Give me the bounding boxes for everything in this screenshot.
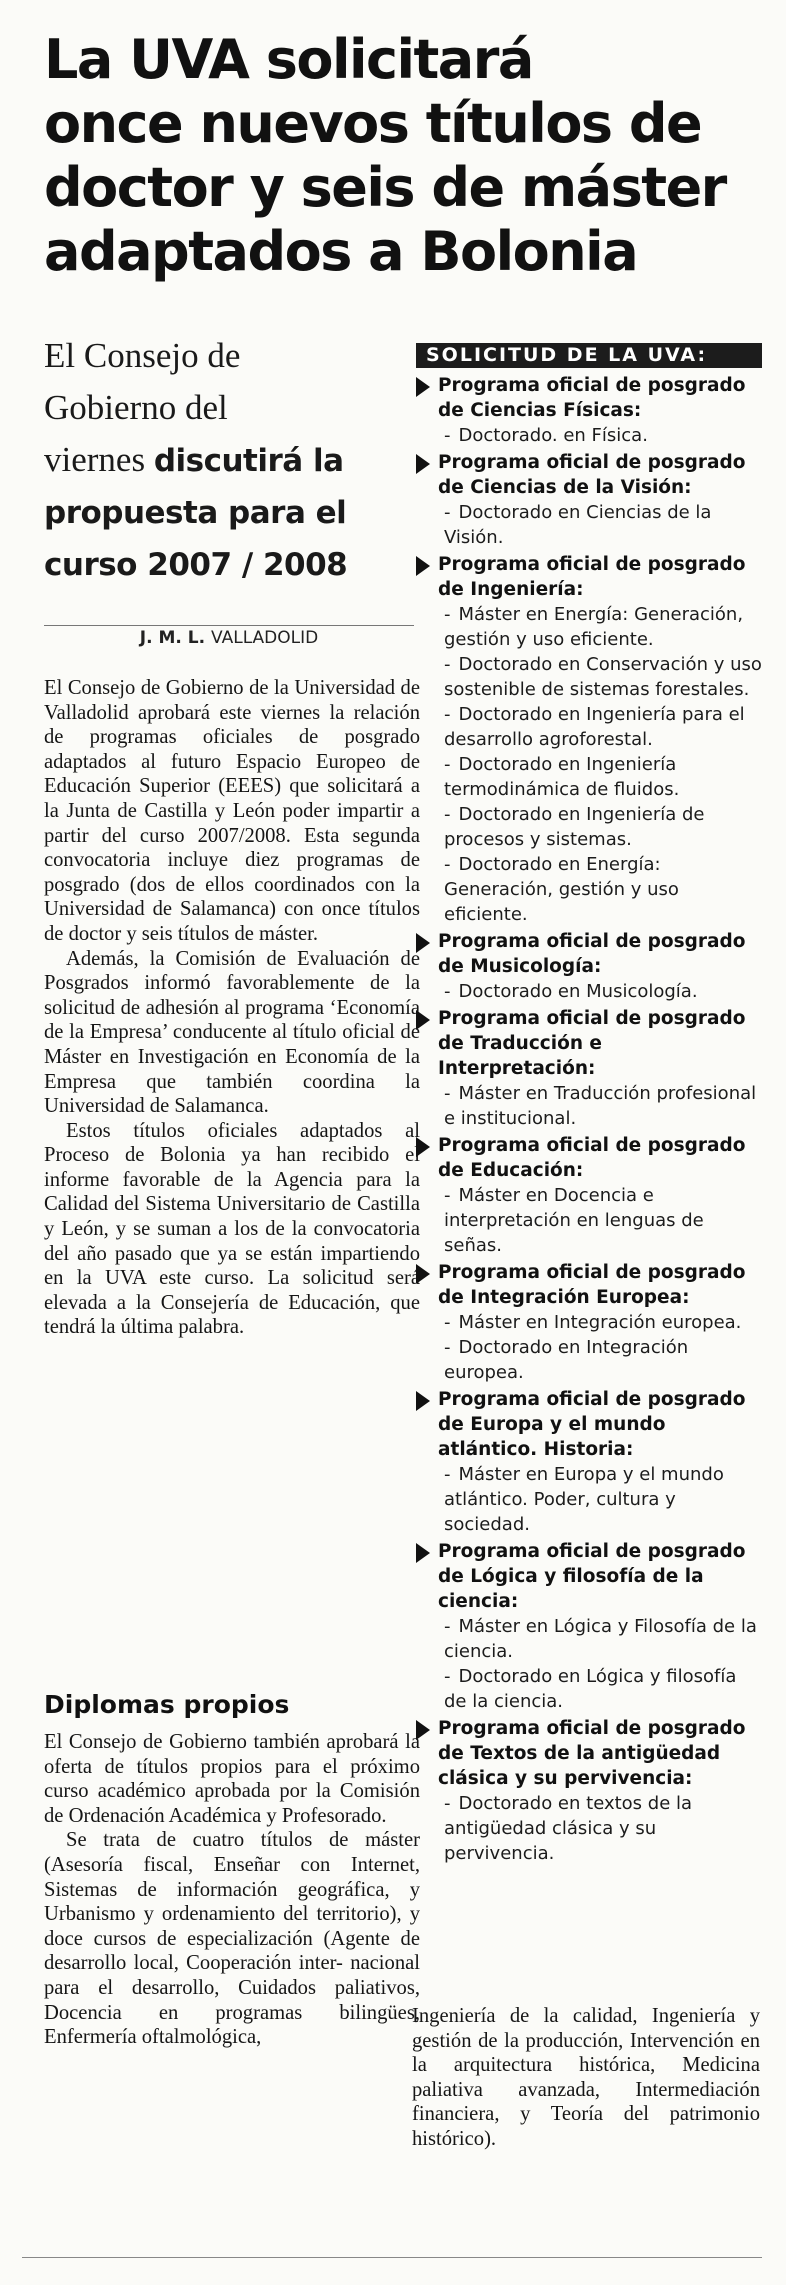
triangle-bullet-icon [416, 1137, 430, 1157]
program-degree-text: Doctorado en Integración europea. [444, 1337, 689, 1383]
program-degree-text: Doctorado en Musicología. [458, 981, 698, 1002]
paragraph: Además, la Comisión de Evaluación de Posgrados informó favorablemente de la solicitud de adhesión al programa ‘Economía de la Empresa’ conducente al título oficial de Máster en Investigación en Economía de la Empresa que también coordina la Universidad de Salamanca. [44, 947, 420, 1118]
subhead-bold-text: discutirá la [153, 443, 344, 479]
dash-bullet-icon: - [444, 854, 451, 875]
sidebar-program-item [416, 929, 762, 1004]
headline-line: doctor y seis de máster [44, 156, 726, 219]
program-degree-text: Doctorado en Energía: Generación, gestión y uso eficiente. [444, 854, 679, 925]
triangle-bullet-icon [416, 454, 430, 474]
program-title: Programa oficial de posgrado de Europa y el mundo atlántico. Historia: [438, 1389, 746, 1460]
subhead-line [44, 434, 414, 487]
byline-author: J. M. L. [139, 628, 206, 648]
program-title: Programa oficial de posgrado de Ingeniería: [438, 554, 746, 600]
dash-bullet-icon: - [444, 1083, 451, 1104]
program-degree [438, 1791, 762, 1866]
program-degree [438, 1462, 762, 1537]
program-degree-text: Máster en Docencia e interpretación en lenguas de señas. [444, 1185, 704, 1256]
program-degree [438, 1335, 762, 1385]
sidebar-program-item [416, 552, 762, 927]
triangle-bullet-icon [416, 377, 430, 397]
dash-bullet-icon: - [444, 654, 451, 675]
paragraph: El Consejo de Gobierno de la Universidad de Valladolid aprobará este viernes la relación de programas oficiales de posgrado adaptados al futuro Espacio Europeo de Educación Superior (EEES) que solicitará a la Junta de Castilla y León poder impartir a partir del curso 2007/2008. Esta segunda convocatoria incluye diez programas de posgrado (dos de ellos coordinados con la Universidad de Salamanca) con once títulos de doctor y seis títulos de máster. [44, 677, 420, 945]
program-degree-text: Doctorado en Ingeniería de procesos y sistemas. [444, 804, 705, 850]
subhead-line: Gobierno del [44, 388, 228, 427]
program-degree [438, 852, 762, 927]
headline-line: once nuevos títulos de [44, 92, 702, 155]
program-degree-text: Doctorado. en Física. [458, 425, 648, 446]
sidebar-program-item [416, 1133, 762, 1258]
headline [44, 28, 764, 284]
triangle-bullet-icon [416, 1264, 430, 1284]
byline-place: VALLADOLID [211, 628, 319, 648]
program-title: Programa oficial de posgrado de Traducción e Interpretación: [438, 1008, 746, 1079]
section-subtitle: Diplomas propios [44, 1690, 290, 1719]
page-bottom-rule [22, 2257, 762, 2258]
program-title: Programa oficial de posgrado de Textos de la antigüedad clásica y su pervivencia: [438, 1718, 746, 1789]
sidebar-program-item [416, 1387, 762, 1537]
program-degree [438, 1614, 762, 1664]
program-degree [438, 1310, 762, 1335]
program-title: Programa oficial de posgrado de Ciencias Físicas: [438, 375, 746, 421]
dash-bullet-icon: - [444, 1793, 451, 1814]
dash-bullet-icon: - [444, 1666, 451, 1687]
program-degree [438, 802, 762, 852]
dash-bullet-icon: - [444, 804, 451, 825]
headline-line: La UVA solicitará [44, 28, 533, 91]
program-degree-text: Doctorado en Conservación y uso sostenible de sistemas forestales. [444, 654, 762, 700]
program-degree [438, 752, 762, 802]
program-degree [438, 652, 762, 702]
subhead-line: El Consejo de [44, 336, 241, 375]
paragraph: El Consejo de Gobierno también aprobará la oferta de títulos propios para el próximo curso académico aprobada por la Comisión de Ordenación Académica y Profesorado. [44, 1731, 420, 1827]
article-body-column-2 [412, 2004, 760, 2152]
dash-bullet-icon: - [444, 1337, 451, 1358]
program-degree-text: Máster en Traducción profesional e institucional. [444, 1083, 757, 1129]
program-degree-text: Doctorado en textos de la antigüedad clásica y su pervivencia. [444, 1793, 693, 1864]
program-title: Programa oficial de posgrado de Integración Europea: [438, 1262, 746, 1308]
program-degree [438, 979, 762, 1004]
dash-bullet-icon: - [444, 704, 451, 725]
sidebar-program-item [416, 1539, 762, 1714]
program-title: Programa oficial de posgrado de Musicología: [438, 931, 746, 977]
program-degree [438, 1081, 762, 1131]
dash-bullet-icon: - [444, 604, 451, 625]
program-degree [438, 500, 762, 550]
program-degree [438, 423, 762, 448]
dash-bullet-icon: - [444, 981, 451, 1002]
paragraph: Ingeniería de la calidad, Ingeniería y gestión de la producción, Intervención en la arquitectura histórica, Medicina paliativa avanzada, Intermediación financiera, y Teoría del patrimonio histórico). [412, 2005, 760, 2150]
sidebar-program-item [416, 1006, 762, 1131]
subhead [44, 330, 414, 591]
sidebar-program-item [416, 450, 762, 550]
program-degree-text: Doctorado en Lógica y filosofía de la ciencia. [444, 1666, 737, 1712]
triangle-bullet-icon [416, 1543, 430, 1563]
sidebar-box [416, 343, 762, 1868]
byline-rule [44, 625, 414, 626]
triangle-bullet-icon [416, 1010, 430, 1030]
sidebar-program-item [416, 1260, 762, 1385]
dash-bullet-icon: - [444, 1464, 451, 1485]
triangle-bullet-icon [416, 933, 430, 953]
program-title: Programa oficial de posgrado de Educación: [438, 1135, 746, 1181]
sidebar-title: SOLICITUD DE LA UVA: [416, 343, 762, 368]
subhead-bold-line: propuesta para el [44, 495, 347, 531]
program-degree-text: Máster en Integración europea. [458, 1312, 742, 1333]
triangle-bullet-icon [416, 1391, 430, 1411]
program-degree-text: Doctorado en Ciencias de la Visión. [444, 502, 712, 548]
dash-bullet-icon: - [444, 1312, 451, 1333]
sidebar-program-list [416, 373, 762, 1866]
program-degree-text: Máster en Energía: Generación, gestión y uso eficiente. [444, 604, 744, 650]
program-degree [438, 702, 762, 752]
byline [44, 628, 414, 648]
program-degree-text: Doctorado en Ingeniería termodinámica de fluidos. [444, 754, 680, 800]
dash-bullet-icon: - [444, 425, 451, 446]
article-body-column-1b [44, 1730, 420, 2050]
program-title: Programa oficial de posgrado de Lógica y filosofía de la ciencia: [438, 1541, 746, 1612]
program-degree [438, 1183, 762, 1258]
dash-bullet-icon: - [444, 1616, 451, 1637]
headline-line: adaptados a Bolonia [44, 220, 638, 283]
subhead-text: viernes [44, 440, 154, 479]
paragraph: Se trata de cuatro títulos de máster (Asesoría fiscal, Enseñar con Internet, Sistemas de información geográfica, y Urbanismo y ordenamiento del territorio), y doce cursos de especialización (Agente de desarrollo local, Cooperación inter- nacional para el desarrollo, Cuidados paliativos, Docencia en programas bilingües, Enfermería oftalmológica, [44, 1829, 420, 2049]
program-degree-text: Máster en Lógica y Filosofía de la ciencia. [444, 1616, 757, 1662]
triangle-bullet-icon [416, 556, 430, 576]
sidebar-program-item [416, 1716, 762, 1866]
program-degree-text: Doctorado en Ingeniería para el desarrollo agroforestal. [444, 704, 745, 750]
dash-bullet-icon: - [444, 1185, 451, 1206]
triangle-bullet-icon [416, 1720, 430, 1740]
article-body-column-1 [44, 676, 420, 1340]
program-degree [438, 1664, 762, 1714]
sidebar-program-item [416, 373, 762, 448]
paragraph: Estos títulos oficiales adaptados al Proceso de Bolonia ya han recibido el informe favorable de la Agencia para la Calidad del Sistema Universitario de Castilla y León, y se suman a los de la convocatoria del año pasado que ya se están impartiendo en la UVA este curso. La solicitud será elevada a la Consejería de Educación, que tendrá la última palabra. [44, 1119, 420, 1339]
program-degree [438, 602, 762, 652]
program-title: Programa oficial de posgrado de Ciencias de la Visión: [438, 452, 746, 498]
dash-bullet-icon: - [444, 502, 451, 523]
program-degree-text: Máster en Europa y el mundo atlántico. Poder, cultura y sociedad. [444, 1464, 724, 1535]
dash-bullet-icon: - [444, 754, 451, 775]
subhead-bold-line: curso 2007 / 2008 [44, 547, 348, 583]
